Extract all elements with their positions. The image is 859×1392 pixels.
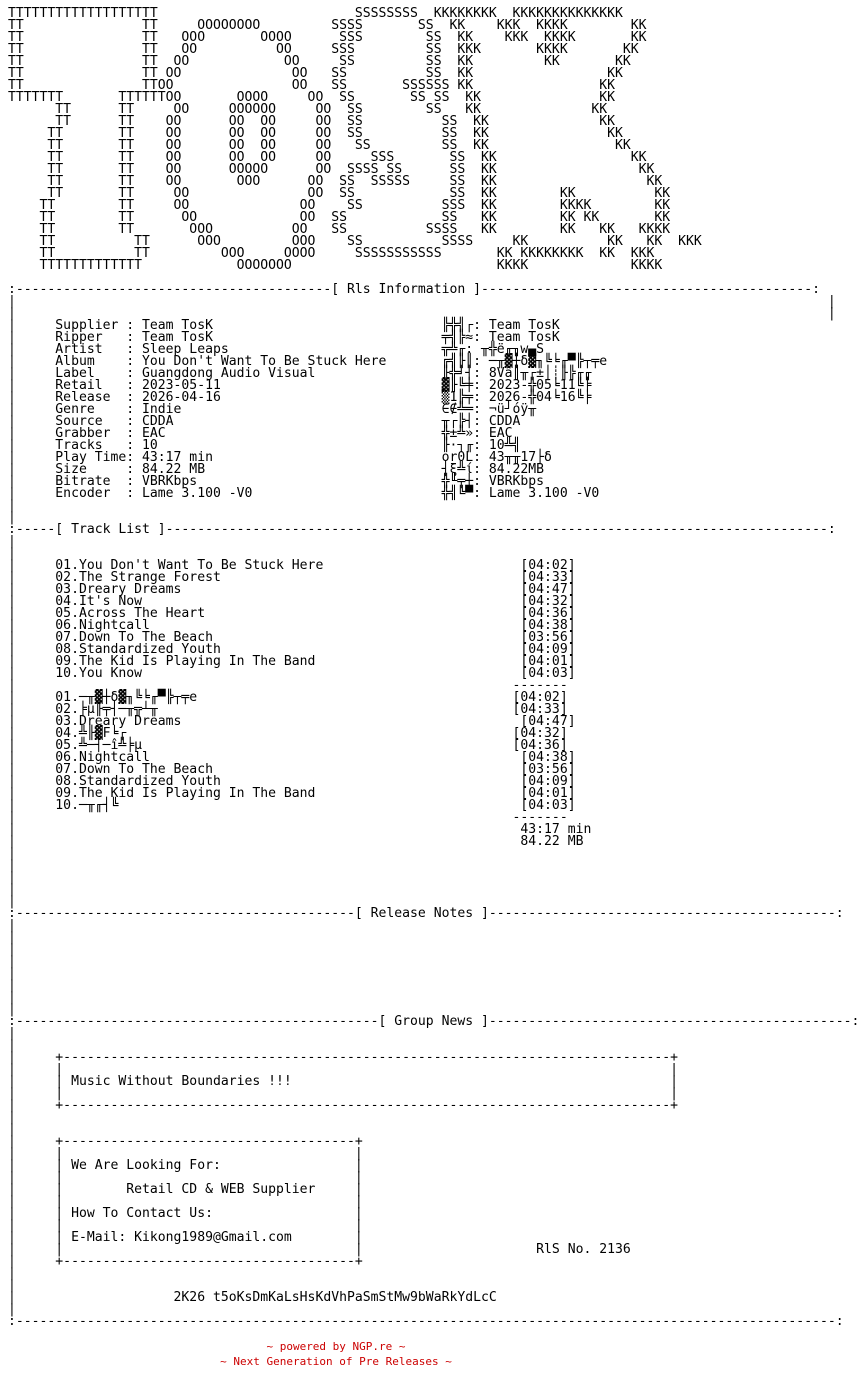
- nfo-text-block: TTTTTTTTTTTTTTTTTTT SSSSSSSS KKKKKKKK KKKKKKKKKKKKKK TT TT OOOOOOOO SSSS SS KK KKK KKKK KK TT TT OOO OOOO SSS SS KK KKK KKKK KK TT TT OO OO SSS SS KKK KKKK KK TT TT OO OO SS SS KK KK KK TT TT OO OO SS SS KK KK TT TTOO OO SS SSSSSS KK KK TTTTTTT TTTTTTOO OOOO OO SS SS SS KK KK TT TT OO OOOOOO OO SS SS KK KK TT TT OO OO OO OO SS SS KK KK TT TT OO OO OO OO SS SS KK KK TT TT OO OO OO OO SS SS KK KK TT TT OO OO OO OO SSS SS KK KK TT TT OO OOOOO OO SSSS SS SS KK KK TT TT OO OOO OO SS SSSSS SS KK KK TT TT OO OO SS SS KK KK KK TT TT OO OO SS SSS KK KKKK KK TT TT OO OO SS SS KK KK KK KK TT TT OOO OO SS SSSS KK KK KK KKKK TT TT OOO OOO SS SSSS KK KK KK KKK TT TT OOO OOOO SSSSSSSSSSS KK KKKKKKKK KK KKK TTTTTTTTTTTTT OOOOOOO KKKK KKKK :----------------------------------------[ Rls Information ]------------------------------------------: | | | | | Supplier : Team TosK ╠╬╣┌: Team TosK | Ripper : Team TosK ╤╣╠≈: Team TosK | Artist : Sleep Leaps ╦╩╓: ╥╬ë╓╖w▄S | Album : You Don't Want To Be Stuck Here ╔╣╟║: ─╥▓┼δ▓╖╚╘╓▀╠┬╤e | Label : Guangdong Audio Visual ╟╬╛┤: 8Vâ║╥┌±│┊╟╠╓╓ | Retail : 2023-05-11 ▓╟╚╪: 2023-╬05╘11╚╞ | Release : 2026-04-16 ▒1╠╤: 2026-╬04╘16╚╞ | Genre : Indie ∈∉╩═: ¬ü┘óÿ╥ | Source : CDDA ╥┌╠┤: CDDA | Grabber : EAC ╬±╩»: EAC | Tracks : 10 ╟·┐╓: 10╩╣ | Play Time: 43:17 min or0L: 43╥╥17├δ | Size : 84.22 MB ┤ξ╩ί: 84.22MB | Bitrate : VBRKbps ╬╙╤┼: VBRKbps | Encoder : Lame 3.100 -V0 ╬╣╚▀: Lame 3.100 -V0 | | :-----[ Track List ]------------------------------------------------------------------------------------: | | | 01.You Don't Want To Be Stuck Here [04:02] | 02.The Strange Forest [04:33] | 03.Dreary Dreams [04:47] | 04.It's Now [04:32] | 05.Across The Heart [04:36] | 06.Nightcall [04:38] | 07.Down To The Beach [03:56] | 08.Standardized Youth [04:09] | 09.The Kid Is Playing In The Band [04:01] | 10.You Know [04:03] | ------- | 01.─╥▓┼δ▓╖╚╘╓▀╠┬╤e [04:02] | 02.╞μ╟╤┤─╥╦┴╥ [04:33] | 03.Dreary Dreams [04:47] | 04.╩╟▓F╘┌ [04:32] | 05.╩─┤─î╩╞μ [04:36] | 06.Nightcall [04:38] | 07.Down To The Beach [03:56] | 08.Standardized Youth [04:09] | 09.The Kid Is Playing In The Band [04:01] | 10.─╥╓┤╚ [04:03] | ------- | 43:17 min | 84.22 MB | | | | | :-------------------------------------------[ Release Notes ]--------------------------------------------: | | | | | | | | :----------------------------------------------[ Group News ]----------------------------------------------: | | | +-----------------------------------------------------------------------------+ | | | | | Music Without Boundaries !!! | | | | | +-----------------------------------------------------------------------------+ | | | +-------------------------------------+ | | | | | We Are Looking For: | | | | | | Retail CD & WEB Supplier | | | | | | How To Contact Us: | | | | | | E-Mail: Kikong1989@Gmail.com | | | | RlS No. 2136 | +-------------------------------------+ | | | 2K26 t5oKsDmKaLsHsKdVhPaSmStMw9bWaRkYdLcC | :--------------------------------------------------------------------------------------------------------:: [8, 6, 859, 1329]
- powered-by-footer: ~ powered by NGP.re ~: [266, 1340, 406, 1353]
- tagline-footer: ~ Next Generation of Pre Releases ~: [220, 1355, 452, 1368]
